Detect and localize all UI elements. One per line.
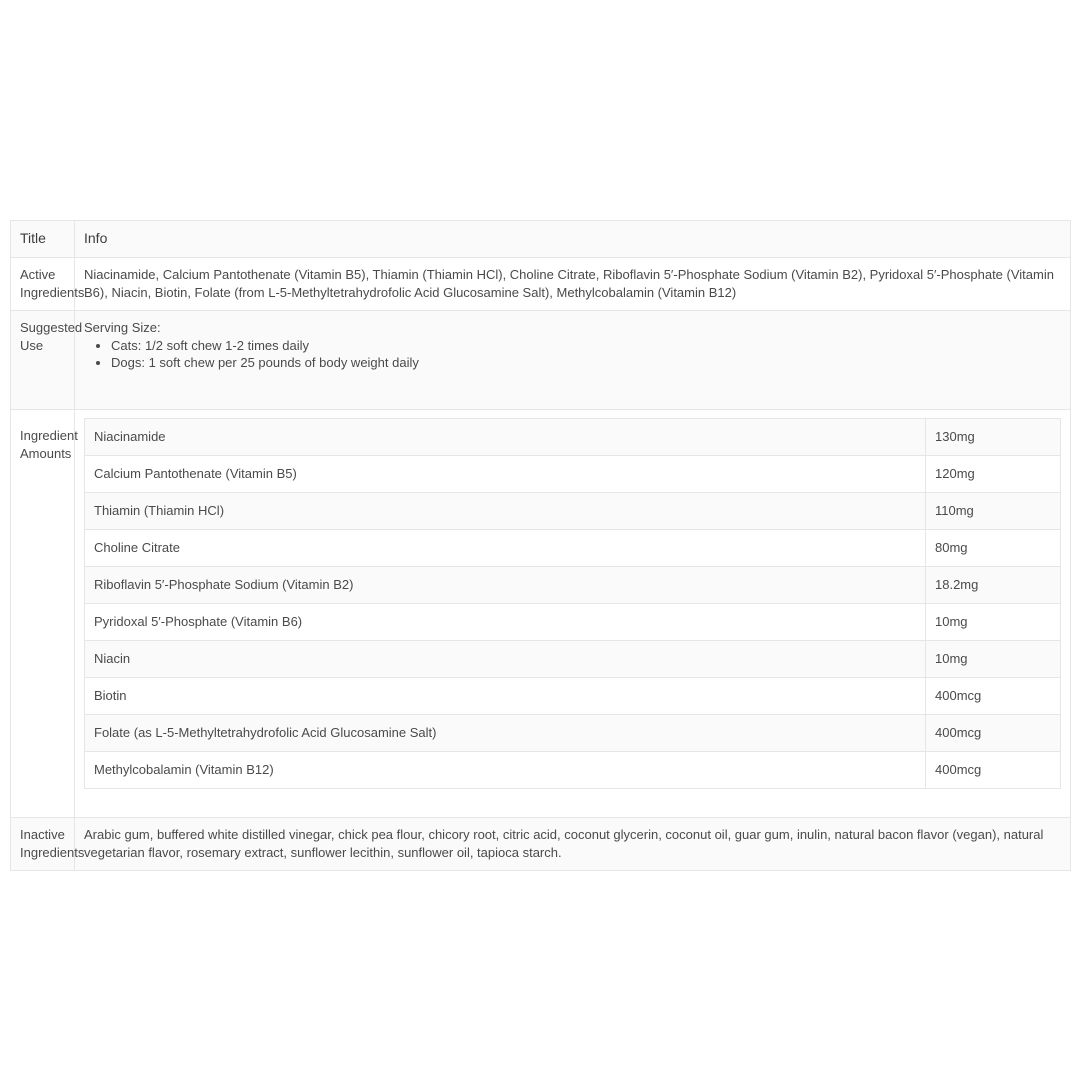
row-active-ingredients: [11, 258, 1071, 311]
suggested-use-info: [75, 311, 1071, 410]
header-title: Title: [11, 221, 75, 258]
inactive-ingredients-info: Arabic gum, buffered white distilled vinegar, chick pea flour, chicory root, citric acid, coconut glycerin, coconut oil, guar gum, inulin, natural bacon flavor (vegan), natural vegetarian flavor, rosemary extract, sunflower lecithin, sunflower oil, tapioca starch.: [75, 818, 1071, 871]
inactive-ingredients-title: Inactive Ingredients: [11, 818, 75, 871]
suggested-use-title: Suggested Use: [11, 311, 75, 410]
table-row: [85, 678, 1061, 715]
ingredient-amounts-title: Ingredient Amounts: [11, 410, 75, 818]
table-row: [85, 419, 1061, 456]
ingredient-amount: 18.2mg: [926, 567, 1061, 604]
table-row: [85, 456, 1061, 493]
row-suggested-use: [11, 311, 1071, 410]
serving-size-label: Serving Size:: [84, 320, 161, 335]
table-row: [85, 715, 1061, 752]
ingredient-name: Folate (as L-5-Methyltetrahydrofolic Acid Glucosamine Salt): [85, 715, 926, 752]
serving-list: [84, 337, 1061, 372]
product-info-table: [10, 220, 1071, 871]
ingredient-name: Niacinamide: [85, 419, 926, 456]
ingredient-name: Niacin: [85, 641, 926, 678]
active-ingredients-info: Niacinamide, Calcium Pantothenate (Vitamin B5), Thiamin (Thiamin HCl), Choline Citrate, Riboflavin 5′-Phosphate Sodium (Vitamin B2), Pyridoxal 5′-Phosphate (Vitamin B6), Niacin, Biotin, Folate (from L-5-Methyltetrahydrofolic Acid Glucosamine Salt), Methylcobalamin (Vitamin B12): [75, 258, 1071, 311]
ingredient-name: Methylcobalamin (Vitamin B12): [85, 752, 926, 789]
ingredient-name: Thiamin (Thiamin HCl): [85, 493, 926, 530]
ingredient-name: Riboflavin 5′-Phosphate Sodium (Vitamin B2): [85, 567, 926, 604]
ingredient-name: Biotin: [85, 678, 926, 715]
table-row: [85, 493, 1061, 530]
ingredient-name: Choline Citrate: [85, 530, 926, 567]
ingredient-amounts-cell: [75, 410, 1071, 818]
table-row: [85, 530, 1061, 567]
table-header-row: [11, 221, 1071, 258]
ingredient-amount: 130mg: [926, 419, 1061, 456]
ingredient-amount: 400mcg: [926, 715, 1061, 752]
ingredient-amount: 120mg: [926, 456, 1061, 493]
table-row: [85, 567, 1061, 604]
row-inactive-ingredients: [11, 818, 1071, 871]
active-ingredients-title: Active Ingredients: [11, 258, 75, 311]
table-row: [85, 604, 1061, 641]
ingredient-amount: 110mg: [926, 493, 1061, 530]
table-row: [85, 641, 1061, 678]
serving-item-cats: • Cats: 1/2 soft chew 1-2 times daily: [111, 337, 1061, 355]
ingredient-amount: 10mg: [926, 641, 1061, 678]
table-row: [85, 752, 1061, 789]
serving-item-dogs: • Dogs: 1 soft chew per 25 pounds of body weight daily: [111, 354, 1061, 372]
ingredient-amount: 80mg: [926, 530, 1061, 567]
ingredient-name: Calcium Pantothenate (Vitamin B5): [85, 456, 926, 493]
ingredient-amount: 400mcg: [926, 678, 1061, 715]
ingredient-amount: 10mg: [926, 604, 1061, 641]
header-info: Info: [75, 221, 1071, 258]
ingredient-name: Pyridoxal 5′-Phosphate (Vitamin B6): [85, 604, 926, 641]
ingredient-amount: 400mcg: [926, 752, 1061, 789]
row-ingredient-amounts: [11, 410, 1071, 818]
ingredient-amounts-table: [84, 418, 1061, 789]
